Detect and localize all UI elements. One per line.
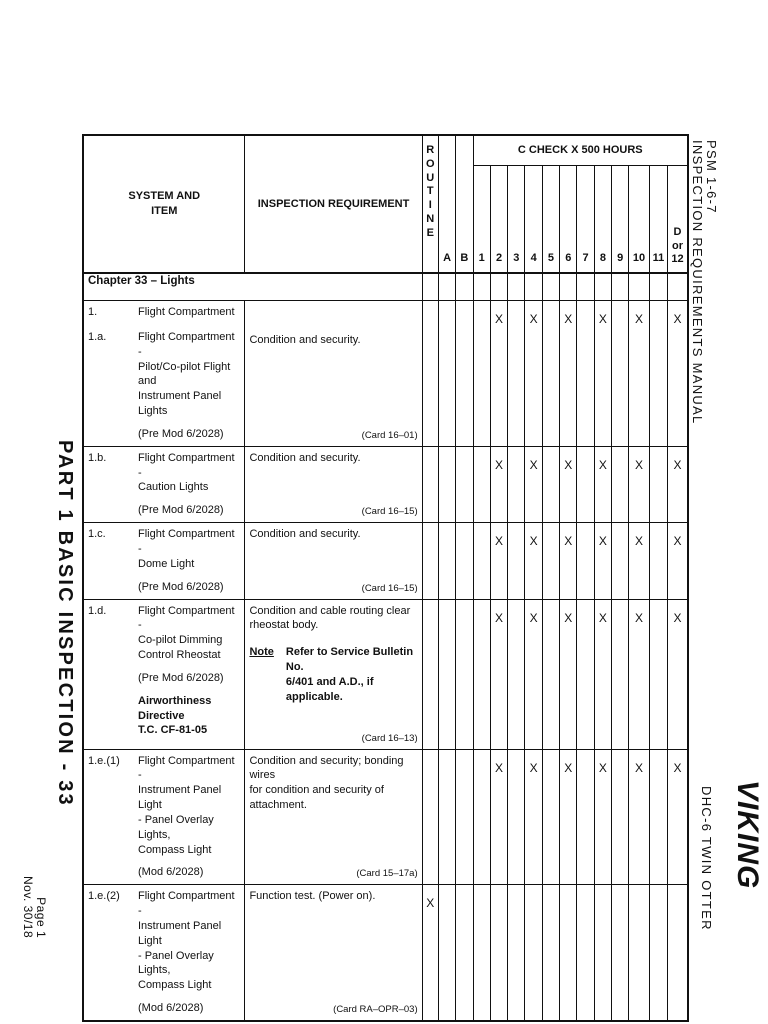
- revision-date: Nov. 30/18: [21, 876, 36, 939]
- header-b: B: [456, 135, 473, 273]
- mark-c3: [508, 749, 525, 885]
- mark-c1: [473, 523, 490, 599]
- item-cell: [83, 599, 245, 749]
- requirement-cell: [245, 523, 422, 599]
- mark-a: [438, 301, 455, 447]
- mark-c10: [629, 885, 649, 1021]
- mark-c7: [577, 749, 594, 885]
- item-cell: [83, 301, 245, 447]
- card-ref: (Card 16–01): [361, 429, 418, 441]
- doc-number: PSM 1-6-7: [704, 140, 719, 214]
- mark-c6: X: [560, 749, 577, 885]
- item-desc: Flight Compartment - Dome Light: [138, 528, 235, 570]
- brand-logo: VIKING: [731, 780, 764, 890]
- mark-d12: X: [668, 523, 688, 599]
- mark-d12: X: [668, 749, 688, 885]
- mark-a: [438, 523, 455, 599]
- item-mod: (Pre Mod 6/2028): [138, 427, 224, 440]
- mark-c5: [542, 749, 559, 885]
- mark-b: [456, 749, 473, 885]
- mark-c4: X: [525, 301, 542, 447]
- mark-a: [438, 446, 455, 522]
- mark-c8: X: [594, 523, 611, 599]
- airworthiness-directive: Airworthiness Directive T.C. CF-81-05: [138, 694, 212, 737]
- mark-c1: [473, 301, 490, 447]
- note: [249, 645, 417, 704]
- item-ref: 1.e.(2): [88, 890, 120, 903]
- item-ref: 1.c.: [88, 528, 106, 541]
- item-ref: 1.b.: [88, 451, 107, 464]
- mark-c3: [508, 446, 525, 522]
- requirement-cell: [245, 599, 422, 749]
- mark-c2: X: [490, 446, 507, 522]
- mark-c9: [612, 885, 629, 1021]
- mark-c9: [612, 301, 629, 447]
- mark-c2: X: [490, 301, 507, 447]
- header-c-col-d12: D or 12: [668, 165, 688, 273]
- mark-c7: [577, 599, 594, 749]
- mark-c10: X: [629, 523, 649, 599]
- header-c-check: C CHECK X 500 HOURS: [473, 135, 688, 165]
- mark-c8: X: [594, 301, 611, 447]
- note-text: Refer to Service Bulletin No. 6/401 and A.D., if applicable.: [285, 646, 414, 703]
- chapter-row: [83, 273, 688, 301]
- requirement-cell: [245, 885, 422, 1021]
- item-mod: (Pre Mod 6/2028): [138, 504, 224, 517]
- mark-c2: X: [490, 523, 507, 599]
- item-desc: Flight Compartment - Instrument Panel Light - Panel Overlay Lights, Compass Light: [138, 890, 235, 992]
- mark-c8: X: [594, 446, 611, 522]
- chapter-title: Chapter 33 – Lights: [83, 273, 422, 301]
- mark-routine: X: [422, 885, 438, 1021]
- card-ref: (Card 16–13): [361, 732, 418, 744]
- table-row: [83, 523, 688, 599]
- mark-c7: [577, 523, 594, 599]
- header-c-col: 2: [490, 165, 507, 273]
- table-row: [83, 599, 688, 749]
- mark-c1: [473, 599, 490, 749]
- mark-c6: X: [560, 446, 577, 522]
- requirement-cell: [245, 446, 422, 522]
- mark-routine: [422, 749, 438, 885]
- header-c-col: 6: [560, 165, 577, 273]
- part-title: PART 1 BASIC INSPECTION - 33: [54, 440, 76, 807]
- item-desc: Flight Compartment - Caution Lights: [138, 451, 235, 494]
- mark-c1: [473, 749, 490, 885]
- mark-c6: X: [560, 599, 577, 749]
- item-desc: Flight Compartment: [138, 306, 235, 318]
- mark-a: [438, 885, 455, 1021]
- mark-routine: [422, 301, 438, 447]
- mark-c8: [594, 885, 611, 1021]
- mark-c3: [508, 523, 525, 599]
- mark-c4: X: [525, 749, 542, 885]
- table-row: [83, 749, 688, 885]
- mark-c11: [649, 749, 667, 885]
- item-ref: 1.: [88, 306, 98, 318]
- mark-c11: [649, 446, 667, 522]
- mark-routine: [422, 599, 438, 749]
- mark-c3: [508, 599, 525, 749]
- header-c-col: 9: [612, 165, 629, 273]
- header-routine: R O U T I N E: [422, 135, 438, 273]
- table-row: [83, 301, 688, 447]
- mark-d12: X: [668, 599, 688, 749]
- item-ref: 1.d.: [88, 604, 107, 617]
- requirement-text: Condition and security; bonding wires for condition and security of attachment.: [249, 754, 404, 812]
- requirement-text: Condition and cable routing clear rheostat body.: [249, 604, 411, 632]
- mark-c11: [649, 523, 667, 599]
- mark-b: [456, 523, 473, 599]
- item-desc: Flight Compartment - Co-pilot Dimming Control Rheostat: [138, 604, 235, 662]
- mark-c7: [577, 446, 594, 522]
- header-c-col: 11: [649, 165, 667, 273]
- mark-c8: X: [594, 749, 611, 885]
- mark-b: [456, 885, 473, 1021]
- mark-c1: [473, 885, 490, 1021]
- mark-routine: [422, 523, 438, 599]
- mark-c5: [542, 446, 559, 522]
- mark-c5: [542, 301, 559, 447]
- item-mod: (Pre Mod 6/2028): [138, 580, 224, 593]
- mark-d12: X: [668, 446, 688, 522]
- mark-c5: [542, 885, 559, 1021]
- mark-c8: X: [594, 599, 611, 749]
- mark-c4: X: [525, 523, 542, 599]
- aircraft-model: DHC-6 TWIN OTTER: [699, 786, 714, 931]
- mark-c4: [525, 885, 542, 1021]
- mark-c7: [577, 885, 594, 1021]
- mark-c5: [542, 523, 559, 599]
- mark-b: [456, 446, 473, 522]
- requirement-text: Condition and security.: [249, 334, 361, 346]
- mark-c10: X: [629, 301, 649, 447]
- mark-c1: [473, 446, 490, 522]
- card-ref: (Card RA–OPR–03): [333, 1004, 418, 1016]
- mark-c10: X: [629, 599, 649, 749]
- page-label: Page 1: [34, 897, 48, 939]
- mark-c7: [577, 301, 594, 447]
- card-ref: (Card 16–15): [361, 582, 418, 594]
- header-system-item: SYSTEM AND ITEM: [83, 135, 245, 273]
- mark-c10: X: [629, 446, 649, 522]
- header-c-col: 4: [525, 165, 542, 273]
- header-inspection-requirement: INSPECTION REQUIREMENT: [245, 135, 422, 273]
- header-c-col: 10: [629, 165, 649, 273]
- mark-a: [438, 599, 455, 749]
- mark-c4: X: [525, 446, 542, 522]
- mark-c2: [490, 885, 507, 1021]
- card-ref: (Card 16–15): [361, 506, 418, 518]
- item-ref: 1.a.: [88, 330, 107, 343]
- mark-c9: [612, 599, 629, 749]
- header-c-col: 5: [542, 165, 559, 273]
- mark-c5: [542, 599, 559, 749]
- item-desc: Flight Compartment - Pilot/Co-pilot Flight and Instrument Panel Lights: [138, 330, 235, 418]
- mark-c9: [612, 749, 629, 885]
- header-a: A: [438, 135, 455, 273]
- mark-c11: [649, 599, 667, 749]
- mark-c11: [649, 885, 667, 1021]
- mark-c3: [508, 885, 525, 1021]
- header-c-col: 3: [508, 165, 525, 273]
- mark-c2: X: [490, 599, 507, 749]
- item-mod: (Mod 6/2028): [138, 1002, 204, 1015]
- mark-d12: [668, 885, 688, 1021]
- mark-c3: [508, 301, 525, 447]
- mark-c10: X: [629, 749, 649, 885]
- item-mod: (Pre Mod 6/2028): [138, 671, 224, 684]
- mark-d12: X: [668, 301, 688, 447]
- card-ref: (Card 15–17a): [356, 868, 418, 880]
- item-cell: [83, 523, 245, 599]
- inspection-table: [82, 134, 689, 1022]
- header-c-col: 7: [577, 165, 594, 273]
- requirement-cell: [245, 749, 422, 885]
- table-row: [83, 446, 688, 522]
- mark-c6: [560, 885, 577, 1021]
- page-info: [22, 876, 47, 938]
- item-cell: [83, 885, 245, 1021]
- mark-c6: X: [560, 523, 577, 599]
- mark-b: [456, 599, 473, 749]
- mark-c2: X: [490, 749, 507, 885]
- header-c-col: 8: [594, 165, 611, 273]
- requirement-text: Condition and security.: [249, 451, 361, 464]
- manual-title: INSPECTION REQUIREMENTS MANUAL: [690, 140, 706, 425]
- manual-header: [691, 140, 718, 425]
- mark-c9: [612, 523, 629, 599]
- item-desc: Flight Compartment - Instrument Panel Light - Panel Overlay Lights, Compass Light: [138, 754, 235, 856]
- table-row: [83, 885, 688, 1021]
- item-mod: (Mod 6/2028): [138, 866, 204, 879]
- item-cell: [83, 749, 245, 885]
- mark-c11: [649, 301, 667, 447]
- mark-c9: [612, 446, 629, 522]
- requirement-cell: [245, 301, 422, 447]
- mark-c6: X: [560, 301, 577, 447]
- mark-c4: X: [525, 599, 542, 749]
- item-cell: [83, 446, 245, 522]
- mark-a: [438, 749, 455, 885]
- mark-b: [456, 301, 473, 447]
- mark-routine: [422, 446, 438, 522]
- requirement-text: Condition and security.: [249, 528, 361, 541]
- header-c-col: 1: [473, 165, 490, 273]
- item-ref: 1.e.(1): [88, 754, 120, 767]
- requirement-text: Function test. (Power on).: [249, 890, 376, 903]
- note-label: Note: [249, 646, 274, 659]
